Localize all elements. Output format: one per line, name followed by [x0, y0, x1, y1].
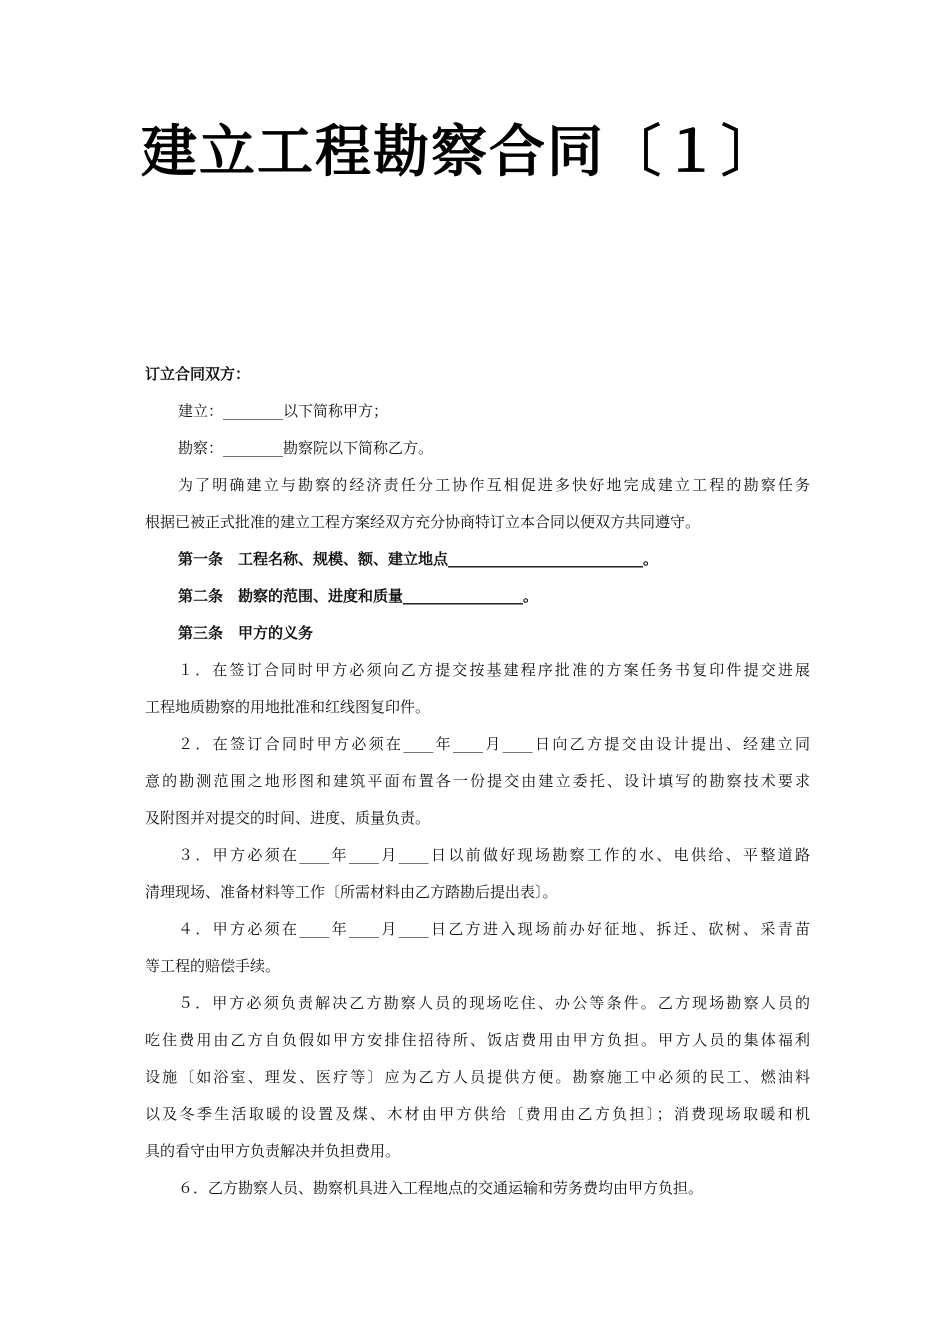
document-line: 设施〔如浴室、理发、医疗等〕应为乙方人员提供方便。勘察施工中必须的民工、燃油料 — [145, 1068, 810, 1086]
document-line: ３．甲方必须在____年____月____日以前做好现场勘察工作的水、电供给、平整道路 — [178, 846, 810, 864]
document-line: 勘察：________勘察院以下简称乙方。 — [178, 439, 434, 457]
document-line: 建立：________以下简称甲方； — [178, 402, 389, 420]
document-line: ４．甲方必须在____年____月____日乙方进入现场前办好征地、拆迁、砍树、采青苗 — [178, 920, 810, 938]
document-line: 具的看守由甲方负责解决并负担费用。 — [145, 1142, 401, 1160]
document-line: 为了明确建立与勘察的经济责任分工协作互相促进多快好地完成建立工程的勘察任务 — [178, 476, 810, 494]
document-body — [145, 356, 810, 1207]
document-line: ５．甲方必须负责解决乙方勘察人员的现场吃住、办公等条件。乙方现场勘察人员的 — [178, 994, 810, 1012]
document-line: 等工程的赔偿手续。 — [145, 957, 281, 975]
document-line: 清理现场、准备材料等工作〔所需材料由乙方踏勘后提出表〕。 — [145, 883, 558, 901]
document-line: 吃住费用由乙方自负假如甲方安排住招待所、饭店费用由甲方负担。甲方人员的集体福利 — [145, 1031, 810, 1049]
document-line: 第一条 工程名称、规模、额、建立地点__________________________。 — [178, 550, 659, 568]
document-line: 及附图并对提交的时间、进度、质量负责。 — [145, 809, 431, 827]
document-line: 第三条 甲方的义务 — [178, 624, 314, 642]
document-line: ６．乙方勘察人员、勘察机具进入工程地点的交通运输和劳务费均由甲方负担。 — [178, 1179, 704, 1197]
document-line: 以及冬季生活取暖的设置及煤、木材由甲方供给〔费用由乙方负担〕；消费现场取暖和机 — [145, 1105, 810, 1123]
document-line: 第二条 勘察的范围、进度和质量________________。 — [178, 587, 539, 605]
document-line: 根据已被正式批准的建立工程方案经双方充分协商特订立本合同以便双方共同遵守。 — [145, 513, 701, 531]
document-line: 工程地质勘察的用地批准和红线图复印件。 — [145, 698, 431, 716]
document-line: 意的勘测范围之地形图和建筑平面布置各一份提交由建立委托、设计填写的勘察技术要求 — [145, 772, 810, 790]
document-title: 建立工程勘察合同〔１〕 — [141, 120, 779, 185]
document-line: 订立合同双方： — [145, 365, 251, 383]
document-line: １．在签订合同时甲方必须向乙方提交按基建程序批准的方案任务书复印件提交进展 — [178, 661, 810, 679]
document-line: ２．在签订合同时甲方必须在____年____月____日向乙方提交由设计提出、经建立同 — [178, 735, 810, 753]
